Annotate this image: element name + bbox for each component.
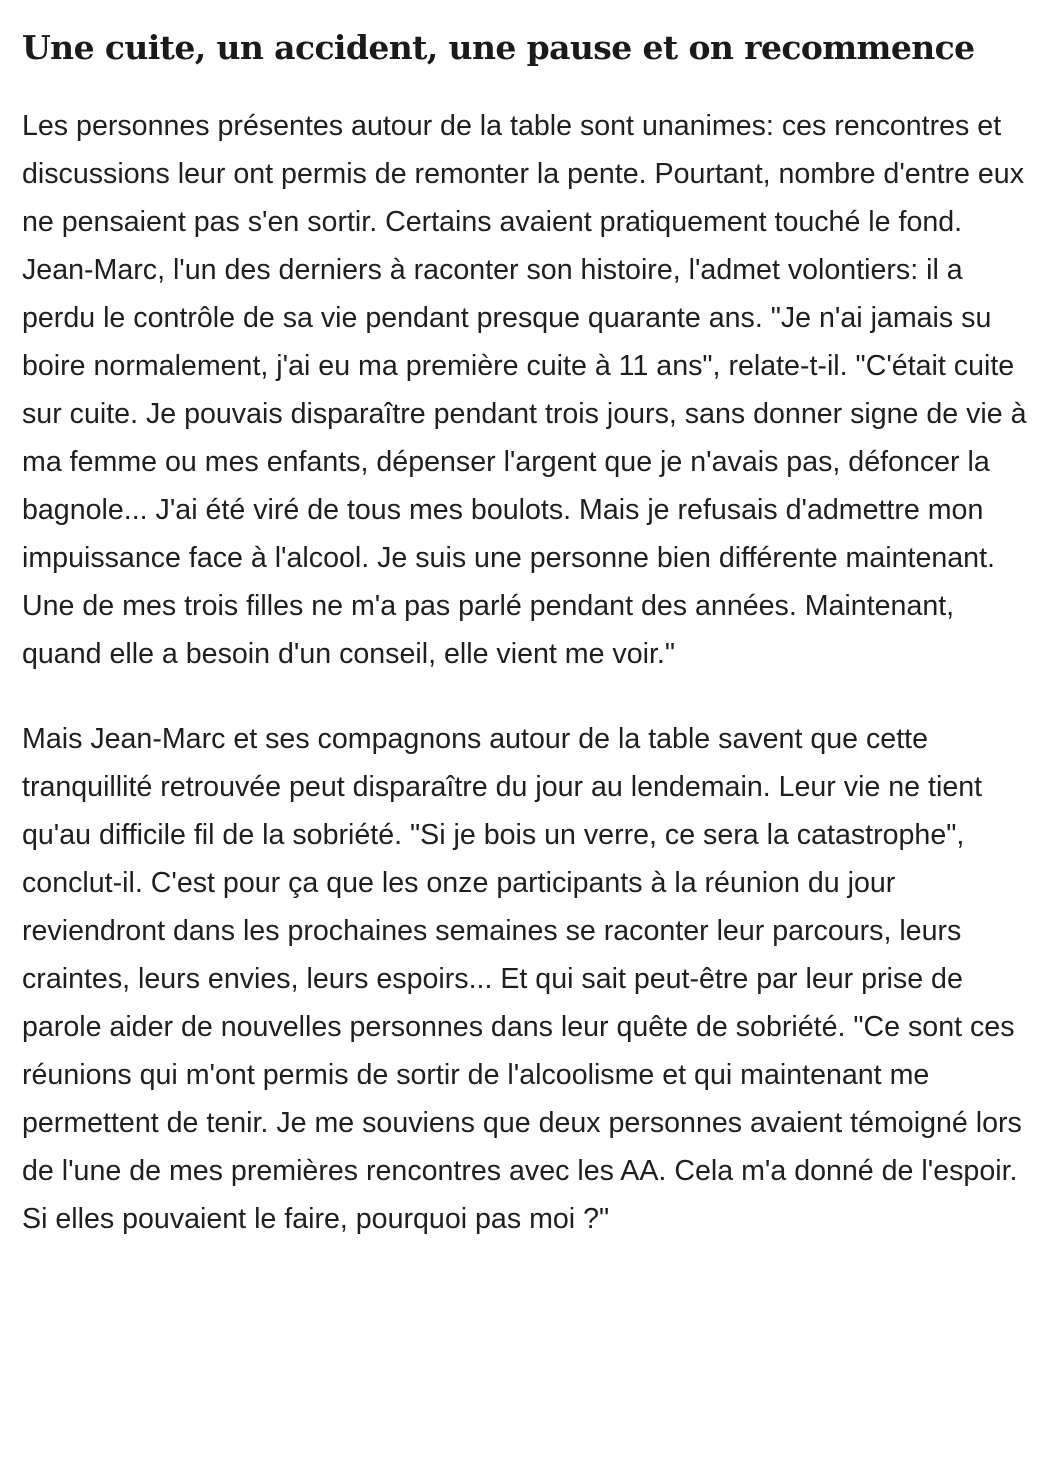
article xyxy=(22,20,1037,1243)
paragraph-1: Les personnes présentes autour de la table sont unanimes: ces rencontres et discussions leur ont permis de remonter la pente. Pourtant, nombre d'entre eux ne pensaient pas s'en sortir. Certains avaient pratiquement touché le fond. Jean-Marc, l'un des derniers à raconter son histoire, l'admet volontiers: il a perdu le contrôle de sa vie pendant presque quarante ans. "Je n'ai jamais su boire normalement, j'ai eu ma première cuite à 11 ans", relate-t-il. "C'était cuite sur cuite. Je pouvais disparaître pendant trois jours, sans donner signe de vie à ma femme ou mes enfants, dépenser l'argent que je n'avais pas, défoncer la bagnole... J'ai été viré de tous mes boulots. Mais je refusais d'admettre mon impuissance face à l'alcool. Je suis une personne bien différente maintenant. Une de mes trois filles ne m'a pas parlé pendant des années. Maintenant, quand elle a besoin d'un conseil, elle vient me voir." xyxy=(22,110,1027,670)
paragraph-2: Mais Jean-Marc et ses compagnons autour de la table savent que cette tranquillité retrouvée peut disparaître du jour au lendemain. Leur vie ne tient qu'au difficile fil de la sobriété. "Si je bois un verre, ce sera la catastrophe", conclut-il. C'est pour ça que les onze participants à la réunion du jour reviendront dans les prochaines semaines se raconter leur parcours, leurs craintes, leurs envies, leurs espoirs... Et qui sait peut-être par leur prise de parole aider de nouvelles personnes dans leur quête de sobriété. "Ce sont ces réunions qui m'ont permis de sortir de l'alcoolisme et qui maintenant me permettent de tenir. Je me souviens que deux personnes avaient témoigné lors de l'une de mes premières rencontres avec les AA. Cela m'a donné de l'espoir. Si elles pouvaient le faire, pourquoi pas moi ?" xyxy=(22,723,1022,1235)
section-heading: Une cuite, un accident, une pause et on recommence xyxy=(22,28,975,67)
